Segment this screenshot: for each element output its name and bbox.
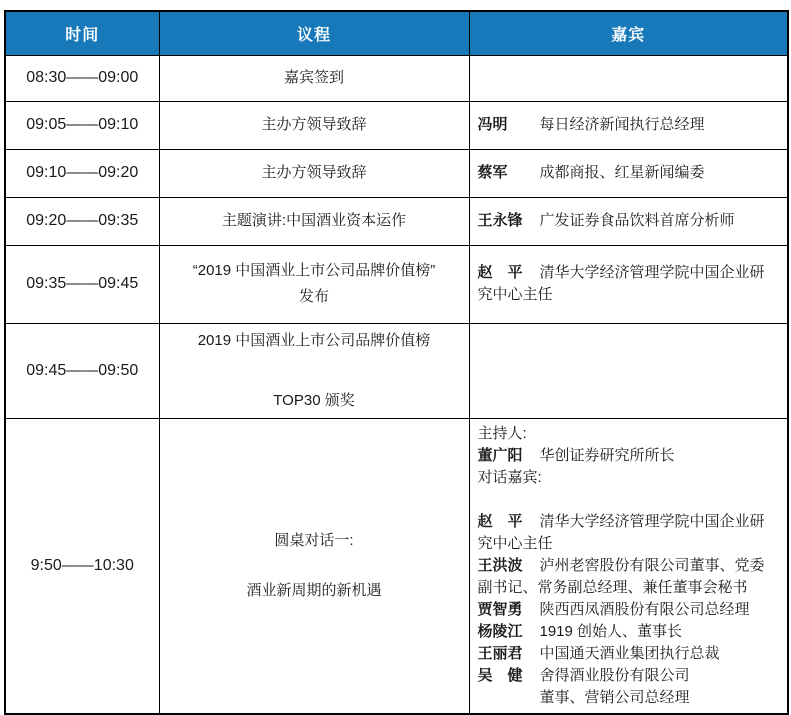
header-cell-agenda: 议程 <box>159 11 469 55</box>
guest-name: 吴 健 <box>477 666 523 684</box>
time-cell: 9:50——10:30 <box>5 418 159 714</box>
guest-title: 中国通天酒业集团执行总裁 <box>539 644 720 662</box>
agenda-cell <box>159 418 469 714</box>
agenda-line: 2019 中国酒业上市公司品牌价值榜 <box>197 331 431 349</box>
guest-name: 王永锋 <box>477 212 523 229</box>
table-row <box>5 245 788 323</box>
agenda-cell <box>159 197 469 245</box>
agenda-cell <box>159 101 469 149</box>
conference-agenda-table <box>4 10 787 704</box>
table-row <box>5 197 788 245</box>
guest-name: 董广阳 <box>477 446 523 464</box>
guest-name: 杨陵江 <box>477 622 523 640</box>
guest-line <box>478 621 780 643</box>
agenda-line: 主办方领导致辞 <box>261 116 367 133</box>
guest-cell <box>469 149 788 197</box>
table-row <box>5 55 788 101</box>
time-cell: 09:10——09:20 <box>5 149 159 197</box>
guest-line <box>478 599 780 621</box>
guest-cell <box>469 418 788 714</box>
guest-line <box>478 445 780 467</box>
agenda-line: “2019 中国酒业上市公司品牌价值榜” <box>192 262 436 279</box>
time-cell: 08:30——09:00 <box>5 55 159 101</box>
guest-name: 赵 平 <box>477 264 523 281</box>
guest-cell-empty <box>469 55 788 101</box>
agenda-line: 圆桌对话一: <box>274 531 354 549</box>
guest-title: 成都商报、红星新闻编委 <box>539 164 705 181</box>
agenda-line: 主办方领导致辞 <box>261 164 367 181</box>
guest-title: 舍得酒业股份有限公司 <box>539 666 690 684</box>
guest-name: 王洪波 <box>477 556 523 574</box>
guest-name: 蔡军 <box>477 164 508 181</box>
time-cell: 09:45——09:50 <box>5 323 159 418</box>
guest-role-label: 对话嘉宾: <box>477 468 542 486</box>
guest-line <box>478 511 780 555</box>
table-row <box>5 149 788 197</box>
guest-title: 每日经济新闻执行总经理 <box>539 116 705 133</box>
guest-cell <box>469 101 788 149</box>
agenda-table <box>4 10 789 715</box>
guest-role-label: 主持人: <box>477 424 527 442</box>
time-cell: 09:35——09:45 <box>5 245 159 323</box>
header-cell-guest: 嘉宾 <box>469 11 788 55</box>
agenda-cell <box>159 149 469 197</box>
guest-name: 王丽君 <box>477 644 523 662</box>
time-cell: 09:05——09:10 <box>5 101 159 149</box>
guest-cell-empty <box>469 323 788 418</box>
agenda-line: 酒业新周期的新机遇 <box>246 581 382 599</box>
guest-line <box>478 555 780 599</box>
agenda-cell <box>159 245 469 323</box>
agenda-cell <box>159 55 469 101</box>
blank-line <box>478 489 780 511</box>
table-row <box>5 101 788 149</box>
guest-title: 清华大学经济管理学院中国企业研究中心主任 <box>477 264 765 303</box>
agenda-line: TOP30 颁奖 <box>273 391 355 409</box>
time-cell: 09:20——09:35 <box>5 197 159 245</box>
table-row <box>5 418 788 714</box>
agenda-line: 嘉宾签到 <box>283 69 344 86</box>
table-row <box>5 323 788 418</box>
guest-title: 泸州老窖股份有限公司董事、党委副书记、常务副总经理、兼任董事会秘书 <box>477 556 765 596</box>
guest-title: 清华大学经济管理学院中国企业研究中心主任 <box>477 512 765 552</box>
agenda-line: 主题演讲:中国酒业资本运作 <box>221 212 407 229</box>
guest-title: 广发证券食品饮料首席分析师 <box>539 212 735 229</box>
guest-title: 华创证券研究所所长 <box>539 446 675 464</box>
header-cell-time: 时间 <box>5 11 159 55</box>
header-row <box>5 11 788 55</box>
guest-name: 赵 平 <box>477 512 523 530</box>
guest-title: 陕西西凤酒股份有限公司总经理 <box>539 600 750 618</box>
agenda-cell <box>159 323 469 418</box>
guest-line <box>478 643 780 665</box>
guest-title: 1919 创始人、董事长 <box>539 622 683 640</box>
guest-name: 贾智勇 <box>477 600 523 618</box>
guest-line <box>478 665 780 687</box>
guest-cell <box>469 197 788 245</box>
guest-cell <box>469 245 788 323</box>
agenda-line: 发布 <box>298 288 329 305</box>
guest-title-continuation: 董事、营销公司总经理 <box>539 688 690 706</box>
guest-name: 冯明 <box>477 116 508 133</box>
